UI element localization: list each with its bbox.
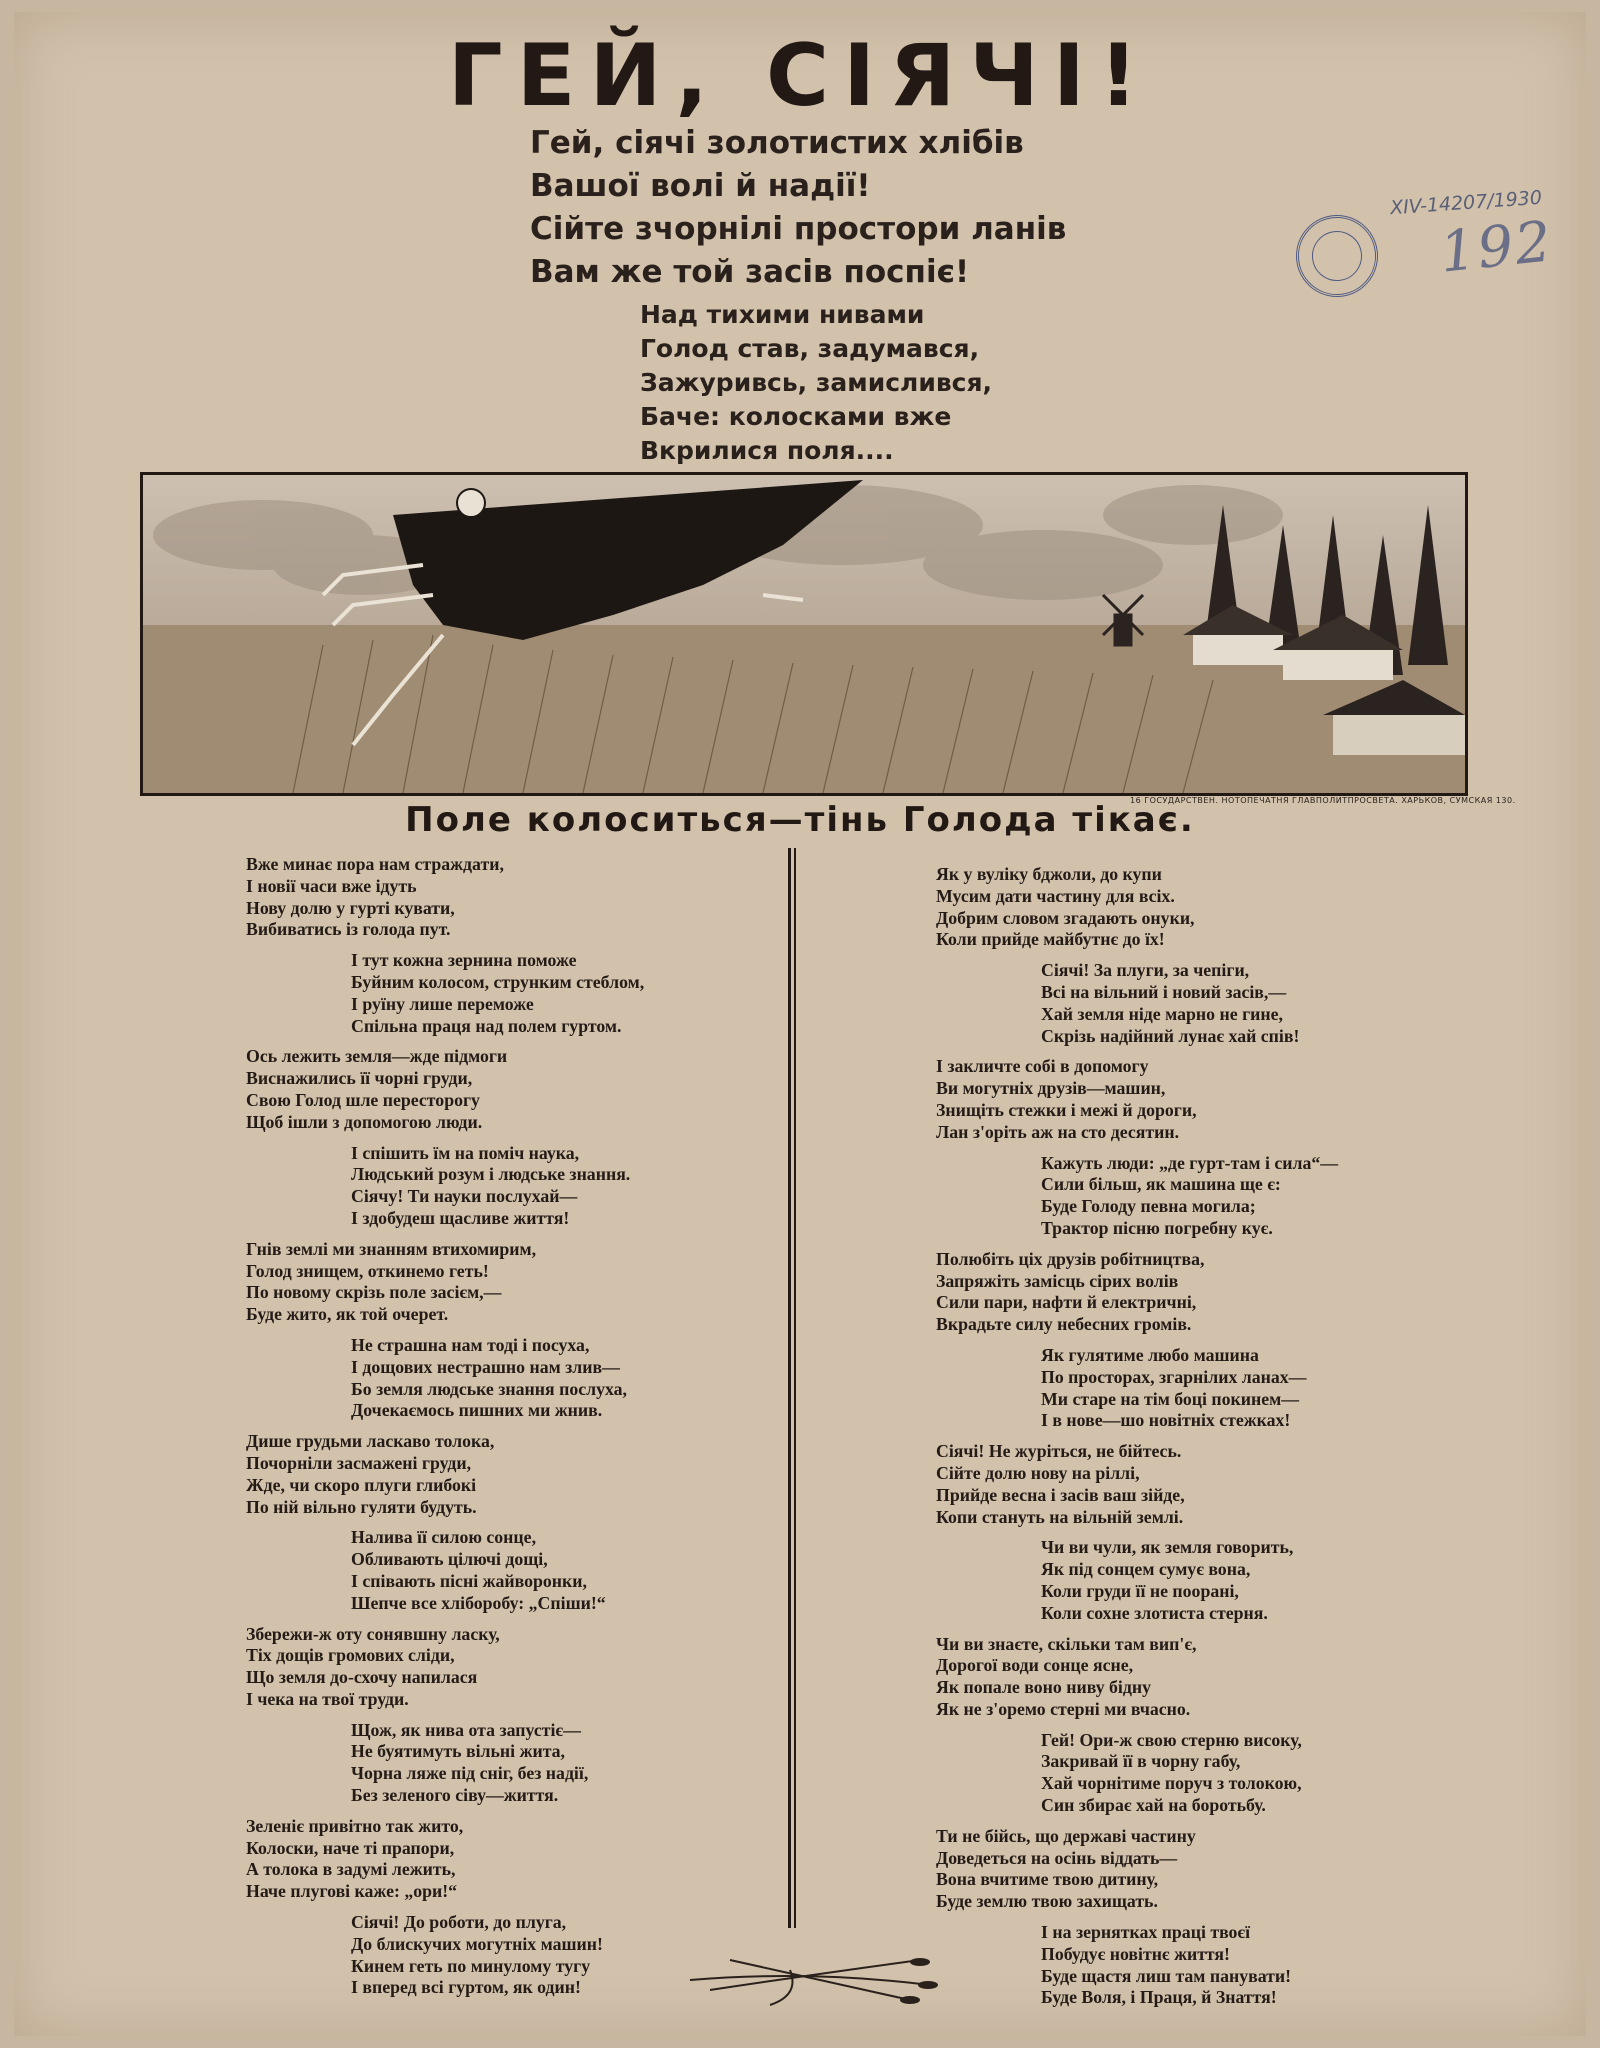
verse-line: Закривай її в чорну габу, — [1041, 1751, 1241, 1772]
verse-line: Всі на вільний і новий засів,— — [1041, 981, 1287, 1002]
verse-line: Сіячі! До роботи, до плуга, — [351, 1912, 567, 1933]
verse-stanza — [936, 864, 1338, 951]
shelfmark-number: 192 — [1436, 209, 1556, 286]
illustration-famine-field — [140, 472, 1468, 796]
verse-line: Свою Голод шле пересторогу — [246, 1089, 480, 1110]
poster-title: ГЕЙ, СІЯЧІ! — [447, 26, 1153, 126]
verse-line: Голод знищем, откинемо геть! — [246, 1260, 489, 1281]
verse-line: Хай чорнітиме поруч з толокою, — [1041, 1773, 1302, 1794]
verse-line: І на зернятках праці твоєї — [1041, 1922, 1251, 1943]
verse-stanza — [936, 1249, 1338, 1336]
verse-line: Кинем геть по минулому тугу — [351, 1955, 591, 1976]
verse-line: Вкрадьте силу небесних громів. — [936, 1314, 1192, 1335]
verse-line: Щож, як нива ота запустіє— — [351, 1719, 581, 1740]
verse-line: І руїну лише переможе — [351, 993, 534, 1014]
verse-stanza — [246, 1816, 644, 1903]
verse-stanza — [936, 1634, 1338, 1721]
verse-line: Збережи-ж оту сонявшну ласку, — [246, 1623, 500, 1644]
verse-line: Сили пари, нафти й електричні, — [936, 1292, 1197, 1313]
verse-line: І тут кожна зернина поможе — [351, 950, 577, 971]
verse-line: До блискучих могутніх машин! — [351, 1933, 603, 1954]
verse-line: І співають пісні жайворонки, — [351, 1570, 587, 1591]
verse-stanza — [246, 1720, 644, 1807]
verse-line: Коли груди її не поорані, — [1041, 1580, 1239, 1601]
verse-line: Жде, чи скоро плуги глибокі — [246, 1474, 477, 1495]
wheat-sprig-icon — [670, 1940, 950, 2010]
verse-line: Трактор пісню погребну кує. — [1041, 1217, 1273, 1238]
verse-line: Сили більш, як машина ще є: — [1041, 1174, 1281, 1195]
verse-line: Що земля до-схочу напилася — [246, 1667, 478, 1688]
verse-line: Добрим словом згадають онуки, — [936, 907, 1195, 928]
verse-line: Вона вчитиме твою дитину, — [936, 1869, 1159, 1890]
verse-line: Хай земля ніде марно не гине, — [1041, 1003, 1283, 1024]
verse-stanza — [246, 854, 644, 941]
verse-line: Ти не бійсь, що державі частину — [936, 1825, 1196, 1846]
verse-stanza — [936, 1922, 1338, 2009]
verse-stanza — [246, 1239, 644, 1326]
stamp-inner-ring — [1309, 228, 1365, 284]
verse-stanza — [936, 1441, 1338, 1528]
verse-line: Чи ви знаєте, скільки там вип'є, — [936, 1633, 1197, 1654]
verse-line: Буйним колосом, струнким стеблом, — [351, 971, 645, 992]
verse-line: По ній вільно гуляти будуть. — [246, 1496, 477, 1517]
verse-line: Ось лежить земля—жде підмоги — [246, 1046, 508, 1067]
verse-stanza — [246, 1624, 644, 1711]
verse-line: Сійте долю нову на ріллі, — [936, 1462, 1140, 1483]
intro-line: Гей, сіячі золотистих хлібів — [530, 125, 1024, 161]
verse-line: А толока в задумі лежить, — [246, 1859, 456, 1880]
verse-line: Побудує новітнє життя! — [1041, 1943, 1230, 1964]
verse-line: Лан з'оріть аж на сто десятин. — [936, 1121, 1180, 1142]
verse-line: Налива її силою сонце, — [351, 1527, 537, 1548]
printer-credit: 16 ГОСУДАРСТВЕН. НОТОПЕЧАТНЯ ГЛАВПОЛИТПРОСВЕТА. ХАРЬКОВ, СУМСКАЯ 130. — [1130, 796, 1516, 805]
verse-line: Буде щастя лиш там панувати! — [1041, 1965, 1292, 1986]
poster-subtitle: Поле колоситься—тінь Голода тікає. — [405, 800, 1195, 840]
left-verse-column — [246, 854, 644, 2008]
column-divider-2 — [794, 848, 796, 1928]
verse-line: Чи ви чули, як земля говорить, — [1041, 1537, 1294, 1558]
verse-stanza — [246, 1143, 644, 1230]
verse-stanza — [936, 960, 1338, 1047]
verse-line: Шепче все хліборобу: „Спіши!“ — [351, 1592, 606, 1613]
verse-line: Щоб ішли з допомогою люди. — [246, 1111, 483, 1132]
verse-line: Дочекаємось пишних ми жнив. — [351, 1400, 603, 1421]
verse-line: Зеленіє привітно так жито, — [246, 1815, 464, 1836]
verse-line: Вибиватись із голода пут. — [246, 919, 451, 940]
verse-line: Тіх дощів громових сліди, — [246, 1645, 455, 1666]
verse-stanza — [246, 1527, 644, 1614]
verse-stanza — [246, 950, 644, 1037]
verse-line: Не буятимуть вільні жита, — [351, 1741, 565, 1762]
verse-line: Вже минає пора нам страждати, — [246, 854, 504, 874]
verse-line: Мусим дати частину для всіх. — [936, 885, 1175, 906]
shelfmark-note: XIV-14207/1930 — [1389, 186, 1543, 220]
intro2-line: Над тихими нивами — [640, 300, 925, 329]
verse-stanza — [246, 1912, 644, 1999]
verse-line: Колоски, наче ті прапори, — [246, 1837, 455, 1858]
verse-line: Копи стануть на вільній землі. — [936, 1506, 1184, 1527]
verse-line: По просторах, згарнілих ланах— — [1041, 1366, 1307, 1387]
verse-stanza — [246, 1046, 644, 1133]
verse-line: І в нове—шо новітніх стежках! — [1041, 1410, 1291, 1431]
intro2-line: Голод став, задумався, — [640, 334, 980, 363]
verse-stanza — [246, 1431, 644, 1518]
verse-line: І спішить їм на поміч наука, — [351, 1142, 580, 1163]
intro2-line: Зажуривсь, замислився, — [640, 368, 993, 397]
right-verse-column — [936, 864, 1338, 2018]
verse-line: Прийде весна і засів ваш зійде, — [936, 1484, 1185, 1505]
verse-line: Як під сонцем сумує вона, — [1041, 1559, 1251, 1580]
verse-line: Сіячі! За плуги, за чепіги, — [1041, 960, 1250, 981]
verse-line: Не страшна нам тоді і посуха, — [351, 1334, 590, 1355]
intro-line: Вам же той засів поспіє! — [530, 254, 970, 290]
verse-line: Почорніли засмажені груди, — [246, 1452, 472, 1473]
verse-line: Без зеленого сіву—життя. — [351, 1785, 559, 1806]
verse-stanza — [936, 1056, 1338, 1143]
verse-line: Сіячу! Ти науки послухай— — [351, 1186, 578, 1207]
intro-line: Сійте зчорнілі простори ланів — [530, 211, 1067, 247]
verse-line: Кажуть люди: „де гурт-там і сила“— — [1041, 1152, 1339, 1173]
verse-stanza — [936, 1345, 1338, 1432]
verse-line: Сіячі! Не журіться, не бійтесь. — [936, 1441, 1182, 1462]
verse-line: Як попале воно ниву бідну — [936, 1677, 1152, 1698]
verse-line: Ви могутніх друзів—машин, — [936, 1078, 1166, 1099]
column-divider — [788, 848, 791, 1928]
verse-line: Спільна праця над полем гуртом. — [351, 1015, 622, 1036]
verse-line: Буде Воля, і Праця, й Знаття! — [1041, 1987, 1277, 2008]
verse-line: Коли прийде майбутнє до їх! — [936, 929, 1165, 950]
verse-line: Як не з'оремо стерні ми вчасно. — [936, 1698, 1191, 1719]
verse-line: Гей! Ори-ж свою стерню високу, — [1041, 1729, 1302, 1750]
verse-line: І здобудеш щасливе життя! — [351, 1207, 570, 1228]
verse-line: І новії часи вже ідуть — [246, 875, 417, 896]
verse-line: Буде жито, як той очерет. — [246, 1304, 449, 1325]
intro-line: Вашої волі й надії! — [530, 168, 871, 204]
intro2-line: Вкрилися поля.... — [640, 436, 894, 465]
intro-verse — [530, 122, 1066, 294]
illustration-drawing — [143, 475, 1465, 793]
verse-line: І чека на твої труди. — [246, 1688, 409, 1709]
verse-line: Як гулятиме любо машина — [1041, 1344, 1259, 1365]
verse-line: Буде Голоду певна могила; — [1041, 1196, 1256, 1217]
verse-line: І дощових нестрашно нам злив— — [351, 1356, 620, 1377]
verse-stanza — [936, 1730, 1338, 1817]
verse-line: Дише грудьми ласкаво толока, — [246, 1431, 495, 1452]
verse-line: Доведеться на осінь віддать— — [936, 1847, 1178, 1868]
verse-line: Полюбіть ціх друзів робітництва, — [936, 1248, 1205, 1269]
verse-line: І закличте собі в допомогу — [936, 1056, 1149, 1077]
verse-line: Обливають цілючі дощі, — [351, 1549, 548, 1570]
verse-line: Скрізь надійний лунає хай спів! — [1041, 1025, 1300, 1046]
skull-icon — [457, 489, 485, 517]
verse-line: Як у вуліку бджоли, до купи — [936, 864, 1162, 884]
verse-stanza — [936, 1537, 1338, 1624]
verse-line: Бо земля людське знання послуха, — [351, 1378, 627, 1399]
verse-line: Наче плугові каже: „ори!“ — [246, 1881, 458, 1902]
verse-line: Ми старе на тім боці покинем— — [1041, 1388, 1300, 1409]
verse-stanza — [246, 1335, 644, 1422]
verse-line: Нову долю у гурті кувати, — [246, 897, 455, 918]
verse-stanza — [936, 1153, 1338, 1240]
verse-line: Дорогої води сонце ясне, — [936, 1655, 1134, 1676]
verse-stanza — [936, 1826, 1338, 1913]
verse-line: І вперед всі гуртом, як один! — [351, 1977, 581, 1998]
verse-line: Коли сохне злотиста стерня. — [1041, 1602, 1268, 1623]
verse-line: Знищіть стежки і межі й дороги, — [936, 1099, 1197, 1120]
verse-line: Буде землю твою захищать. — [936, 1891, 1158, 1912]
verse-line: Чорна ляже під сніг, без надії, — [351, 1763, 589, 1784]
verse-line: Виснажились її чорні груди, — [246, 1068, 473, 1089]
verse-line: Син збирає хай на боротьбу. — [1041, 1795, 1266, 1816]
verse-line: Людський розум і людське знання. — [351, 1164, 631, 1185]
intro2-line: Баче: колосками вже — [640, 402, 952, 431]
verse-line: Запряжіть замісць сірих волів — [936, 1270, 1179, 1291]
intro-verse-2 — [640, 298, 992, 468]
verse-line: Гнів землі ми знанням втихомирим, — [246, 1238, 537, 1259]
verse-line: По новому скрізь поле засієм,— — [246, 1282, 502, 1303]
